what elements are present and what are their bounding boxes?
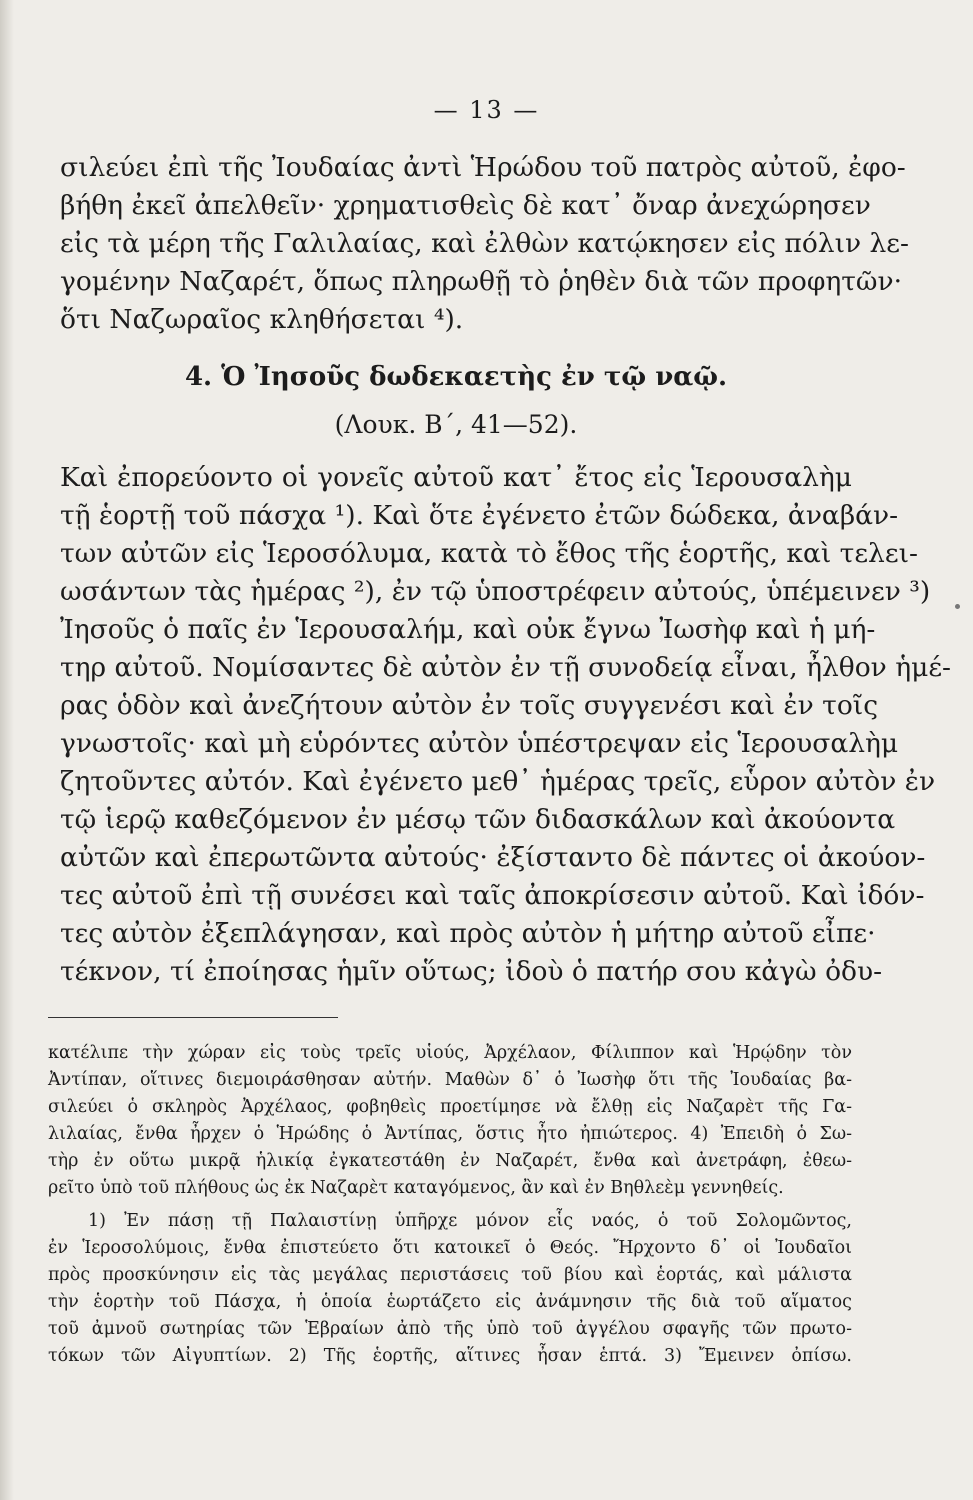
body-line: τῷ ἱερῷ καθεζόμενον ἐν μέσῳ τῶν διδασκάλων καὶ ἀκούοντα — [60, 804, 896, 835]
footnote-line: πρὸς προσκύνησιν εἰς τὰς μεγάλας περιστάσεις τοῦ βίου καὶ ἑορτάς, καὶ μάλιστα — [48, 1265, 852, 1285]
footnote-line: ἐν Ἱεροσολύμοις, ἔνθα ἐπιστεύετο ὅτι κατοικεῖ ὁ Θεός. Ἤρχοντο δ᾽ οἱ Ἰουδαῖοι — [48, 1238, 852, 1258]
ink-speck — [955, 604, 960, 609]
body-line: τες αὐτὸν ἐξεπλάγησαν, καὶ πρὸς αὐτὸν ἡ μήτηρ αὐτοῦ εἶπε· — [60, 918, 876, 949]
body-line: γνωστοῖς· καὶ μὴ εὑρόντες αὐτὸν ὑπέστρεψαν εἰς Ἱερουσαλὴμ — [60, 728, 899, 759]
body-line: βήθη ἐκεῖ ἀπελθεῖν· χρηματισθεὶς δὲ κατ᾽ ὄναρ ἀνεχώρησεν — [60, 190, 871, 221]
body-line: Ἰησοῦς ὁ παῖς ἐν Ἱερουσαλήμ, καὶ οὐκ ἔγνω Ἰωσὴφ καὶ ἡ μή- — [60, 614, 876, 645]
body-line: τῇ ἑορτῇ τοῦ πάσχα ¹). Καὶ ὅτε ἐγένετο ἐτῶν δώδεκα, ἀναβάν- — [60, 500, 899, 531]
body-line: αὐτῶν καὶ ἐπερωτῶντα αὐτούς· ἐξίσταντο δὲ πάντες οἱ ἀκούον- — [60, 842, 926, 873]
body-line: τηρ αὐτοῦ. Νομίσαντες δὲ αὐτὸν ἐν τῇ συνοδείᾳ εἶναι, ἦλθον ἡμέ- — [60, 652, 951, 683]
body-line: ρας ὁδὸν καὶ ἀνεζήτουν αὐτὸν ἐν τοῖς συγγενέσι καὶ ἐν τοῖς — [60, 690, 879, 721]
body-line: Καὶ ἐπορεύοντο οἱ γονεῖς αὐτοῦ κατ᾽ ἔτος εἰς Ἱερουσαλὴμ — [60, 462, 852, 493]
page-binding-shadow — [0, 0, 14, 1500]
body-line: ζητοῦντες αὐτόν. Καὶ ἐγένετο μεθ᾽ ἡμέρας τρεῖς, εὗρον αὐτὸν ἐν — [60, 766, 936, 797]
body-line: τες αὐτοῦ ἐπὶ τῇ συνέσει καὶ ταῖς ἀποκρίσεσιν αὐτοῦ. Καὶ ἰδόν- — [60, 880, 925, 911]
footnote-line: σιλεύει ὁ σκληρὸς Ἀρχέλαος, φοβηθεὶς προετίμησε νὰ ἔλθῃ εἰς Ναζαρὲτ τῆς Γα- — [48, 1097, 852, 1117]
body-line: σιλεύει ἐπὶ τῆς Ἰουδαίας ἀντὶ Ἡρώδου τοῦ πατρὸς αὐτοῦ, ἐφο- — [60, 152, 906, 183]
body-line: ὅτι Ναζωραῖος κληθήσεται ⁴). — [60, 304, 464, 335]
footnote-line: τοῦ ἀμνοῦ σωτηρίας τῶν Ἑβραίων ἀπὸ τῆς ὑπὸ τοῦ ἀγγέλου σφαγῆς τῶν πρωτο- — [48, 1319, 852, 1339]
body-line: ωσάντων τὰς ἡμέρας ²), ἐν τῷ ὑποστρέφειν αὐτούς, ὑπέμεινεν ³) — [60, 576, 931, 607]
footnote-line: τὴρ ἐν οὕτω μικρᾷ ἡλικίᾳ ἐγκατεστάθη ἐν Ναζαρέτ, ἔνθα καὶ ἀνετράφη, ἐθεω- — [48, 1151, 852, 1171]
body-line: γομένην Ναζαρέτ, ὅπως πληρωθῇ τὸ ῥηθὲν διὰ τῶν προφητῶν· — [60, 266, 903, 297]
page-number: — 13 — — [433, 96, 540, 124]
footnote-line: ρεῖτο ὑπὸ τοῦ πλήθους ὡς ἐκ Ναζαρὲτ καταγόμενος, ἂν καὶ ἐν Βηθλεὲμ γεννηθείς. — [48, 1178, 784, 1198]
footnote-line: τὴν ἑορτὴν τοῦ Πάσχα, ἡ ὁποία ἑωρτάζετο εἰς ἀνάμνησιν τῆς διὰ τοῦ αἵματος — [48, 1292, 852, 1312]
footnote-line: Ἀντίπαν, οἵτινες διεμοιράσθησαν αὐτήν. Μαθὼν δ᾽ ὁ Ἰωσὴφ ὅτι τῆς Ἰουδαίας βα- — [48, 1070, 852, 1090]
body-line: τέκνον, τί ἐποίησας ἡμῖν οὕτως; ἰδοὺ ὁ πατήρ σου κἀγὼ ὀδυ- — [60, 956, 883, 987]
footnote-line: κατέλιπε τὴν χώραν εἰς τοὺς τρεῖς υἱούς, Ἀρχέλαον, Φίλιππον καὶ Ἡρῴδην τὸν — [48, 1043, 852, 1063]
footnote-line: λιλαίας, ἔνθα ἦρχεν ὁ Ἡρώδης ὁ Ἀντίπας, ὅστις ἦτο ἠπιώτερος. 4) Ἐπειδὴ ὁ Σω- — [48, 1124, 852, 1144]
body-line: εἰς τὰ μέρη τῆς Γαλιλαίας, καὶ ἐλθὼν κατῴκησεν εἰς πόλιν λε- — [60, 228, 909, 259]
section-reference: (Λουκ. Β΄, 41—52). — [334, 410, 578, 439]
footnote-line: τόκων τῶν Αἰγυπτίων. 2) Τῆς ἑορτῆς, αἵτινες ἦσαν ἑπτά. 3) Ἔμεινεν ὀπίσω. — [48, 1346, 852, 1366]
footnote-line: 1) Ἐν πάσῃ τῇ Παλαιστίνῃ ὑπῆρχε μόνον εἷς ναός, ὁ τοῦ Σολομῶντος, — [88, 1211, 852, 1231]
section-heading: 4. Ὁ Ἰησοῦς δωδεκαετὴς ἐν τῷ ναῷ. — [184, 362, 728, 392]
footnote-divider — [48, 1017, 338, 1018]
body-line: των αὐτῶν εἰς Ἱεροσόλυμα, κατὰ τὸ ἔθος τῆς ἑορτῆς, καὶ τελει- — [60, 538, 918, 569]
